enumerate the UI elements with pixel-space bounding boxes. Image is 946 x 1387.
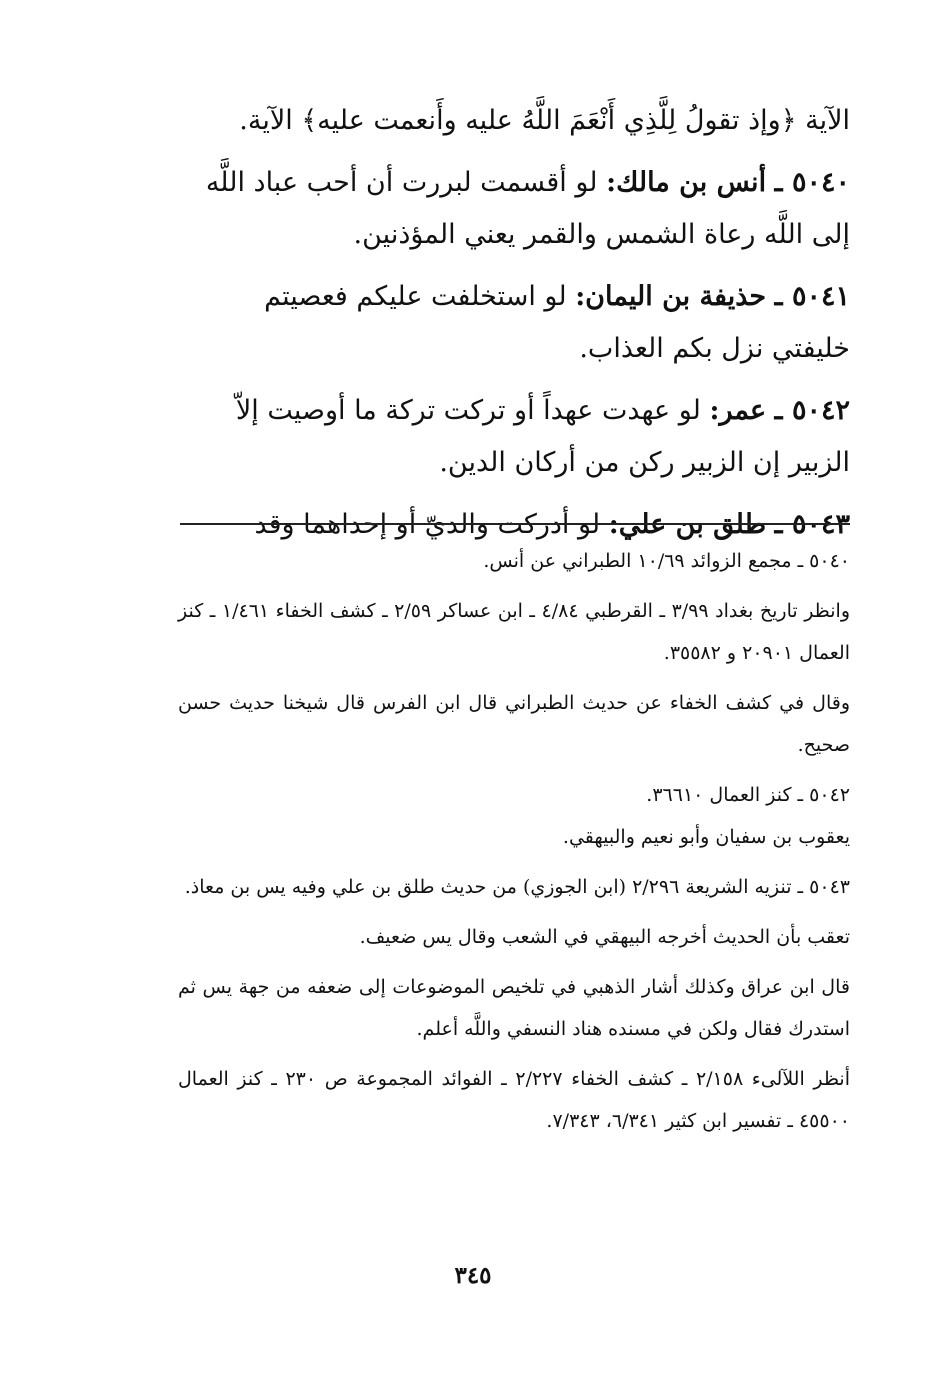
entry-line — [165, 271, 850, 323]
entry-5041 — [165, 271, 850, 375]
page-number: ٣٤٥ — [454, 1262, 492, 1289]
entry-number: ٥٠٤١ ـ — [774, 281, 850, 312]
entry-speaker: حذيفة بن اليمان: — [575, 281, 767, 312]
entry-text: لو أدركت والديّ أو إحداهما وقد — [254, 509, 601, 540]
entry-number: ٥٠٤٠ ـ — [774, 167, 850, 198]
entry-text: لو استخلفت عليكم فعصيتم — [264, 281, 567, 312]
entry-5042 — [165, 385, 850, 489]
entry-5040 — [165, 157, 850, 261]
footnote: ٥٠٤٢ ـ كنز العمال ٣٦٦١٠. — [646, 784, 850, 806]
entry-speaker: عمر: — [709, 395, 767, 426]
footnote-divider — [180, 523, 850, 525]
entry-text: لو عهدت عهداً أو تركت تركة ما أوصيت إلاّ — [235, 395, 701, 426]
entry-line: إلى اللَّه رعاة الشمس والقمر يعني المؤذنين. — [353, 219, 850, 250]
entry-line — [165, 157, 850, 209]
entry-speaker: طلق بن علي: — [608, 509, 767, 540]
main-text — [165, 95, 850, 561]
footnote: وقال في كشف الخفاء عن حديث الطبراني قال ابن الفرس قال شيخنا حديث حسن صحيح. — [178, 692, 850, 756]
entry-line: خليفتي نزل بكم العذاب. — [579, 333, 850, 364]
footnote: يعقوب بن سفيان وأبو نعيم والبيهقي. — [562, 826, 850, 848]
entry-text: لو أقسمت لبررت أن أحب عباد اللَّه — [205, 167, 598, 198]
entry-number: ٥٠٤٢ ـ — [774, 395, 850, 426]
footnote: أنظر اللآلىء ٢/١٥٨ ـ كشف الخفاء ٢/٢٢٧ ـ الفوائد المجموعة ص ٢٣٠ ـ كنز العمال ٤٥٥٠٠ ـ تفسير ابن كثير ٦/٣٤١، ٧/٣٤٣. — [178, 1068, 850, 1132]
footnotes — [178, 540, 850, 1150]
entry-speaker: أنس بن مالك: — [606, 167, 767, 198]
footnote: وانظر تاريخ بغداد ٣/٩٩ ـ القرطبي ٤/٨٤ ـ ابن عساكر ٢/٥٩ ـ كشف الخفاء ١/٤٦١ ـ كنز العمال ٢٠٩٠١ و ٣٥٥٨٢. — [178, 600, 851, 664]
entry-line: الزبير إن الزبير ركن من أركان الدين. — [439, 447, 850, 478]
intro-block — [165, 95, 850, 147]
intro-line: الآية ﴿وإذ تقولُ لِلَّذِي أَنْعَمَ اللَّهُ عليه وأَنعمت عليه﴾ الآية. — [239, 105, 850, 136]
footnote: تعقب بأن الحديث أخرجه البيهقي في الشعب وقال يس ضعيف. — [359, 926, 850, 948]
footnote: قال ابن عراق وكذلك أشار الذهبي في تلخيص الموضوعات إلى ضعفه من جهة يس ثم استدرك فقال ولكن في مسنده هناد النسفي واللَّه أعلم. — [178, 976, 850, 1040]
entry-line — [165, 385, 850, 437]
footnote: ٥٠٤٣ ـ تنزيه الشريعة ٢/٢٩٦ (ابن الجوزي) من حديث طلق بن علي وفيه يس بن معاذ. — [184, 876, 850, 898]
entry-number: ٥٠٤٣ ـ — [774, 509, 850, 540]
footnote: ٥٠٤٠ ـ مجمع الزوائد ١٠/٦٩ الطبراني عن أنس. — [483, 550, 850, 572]
